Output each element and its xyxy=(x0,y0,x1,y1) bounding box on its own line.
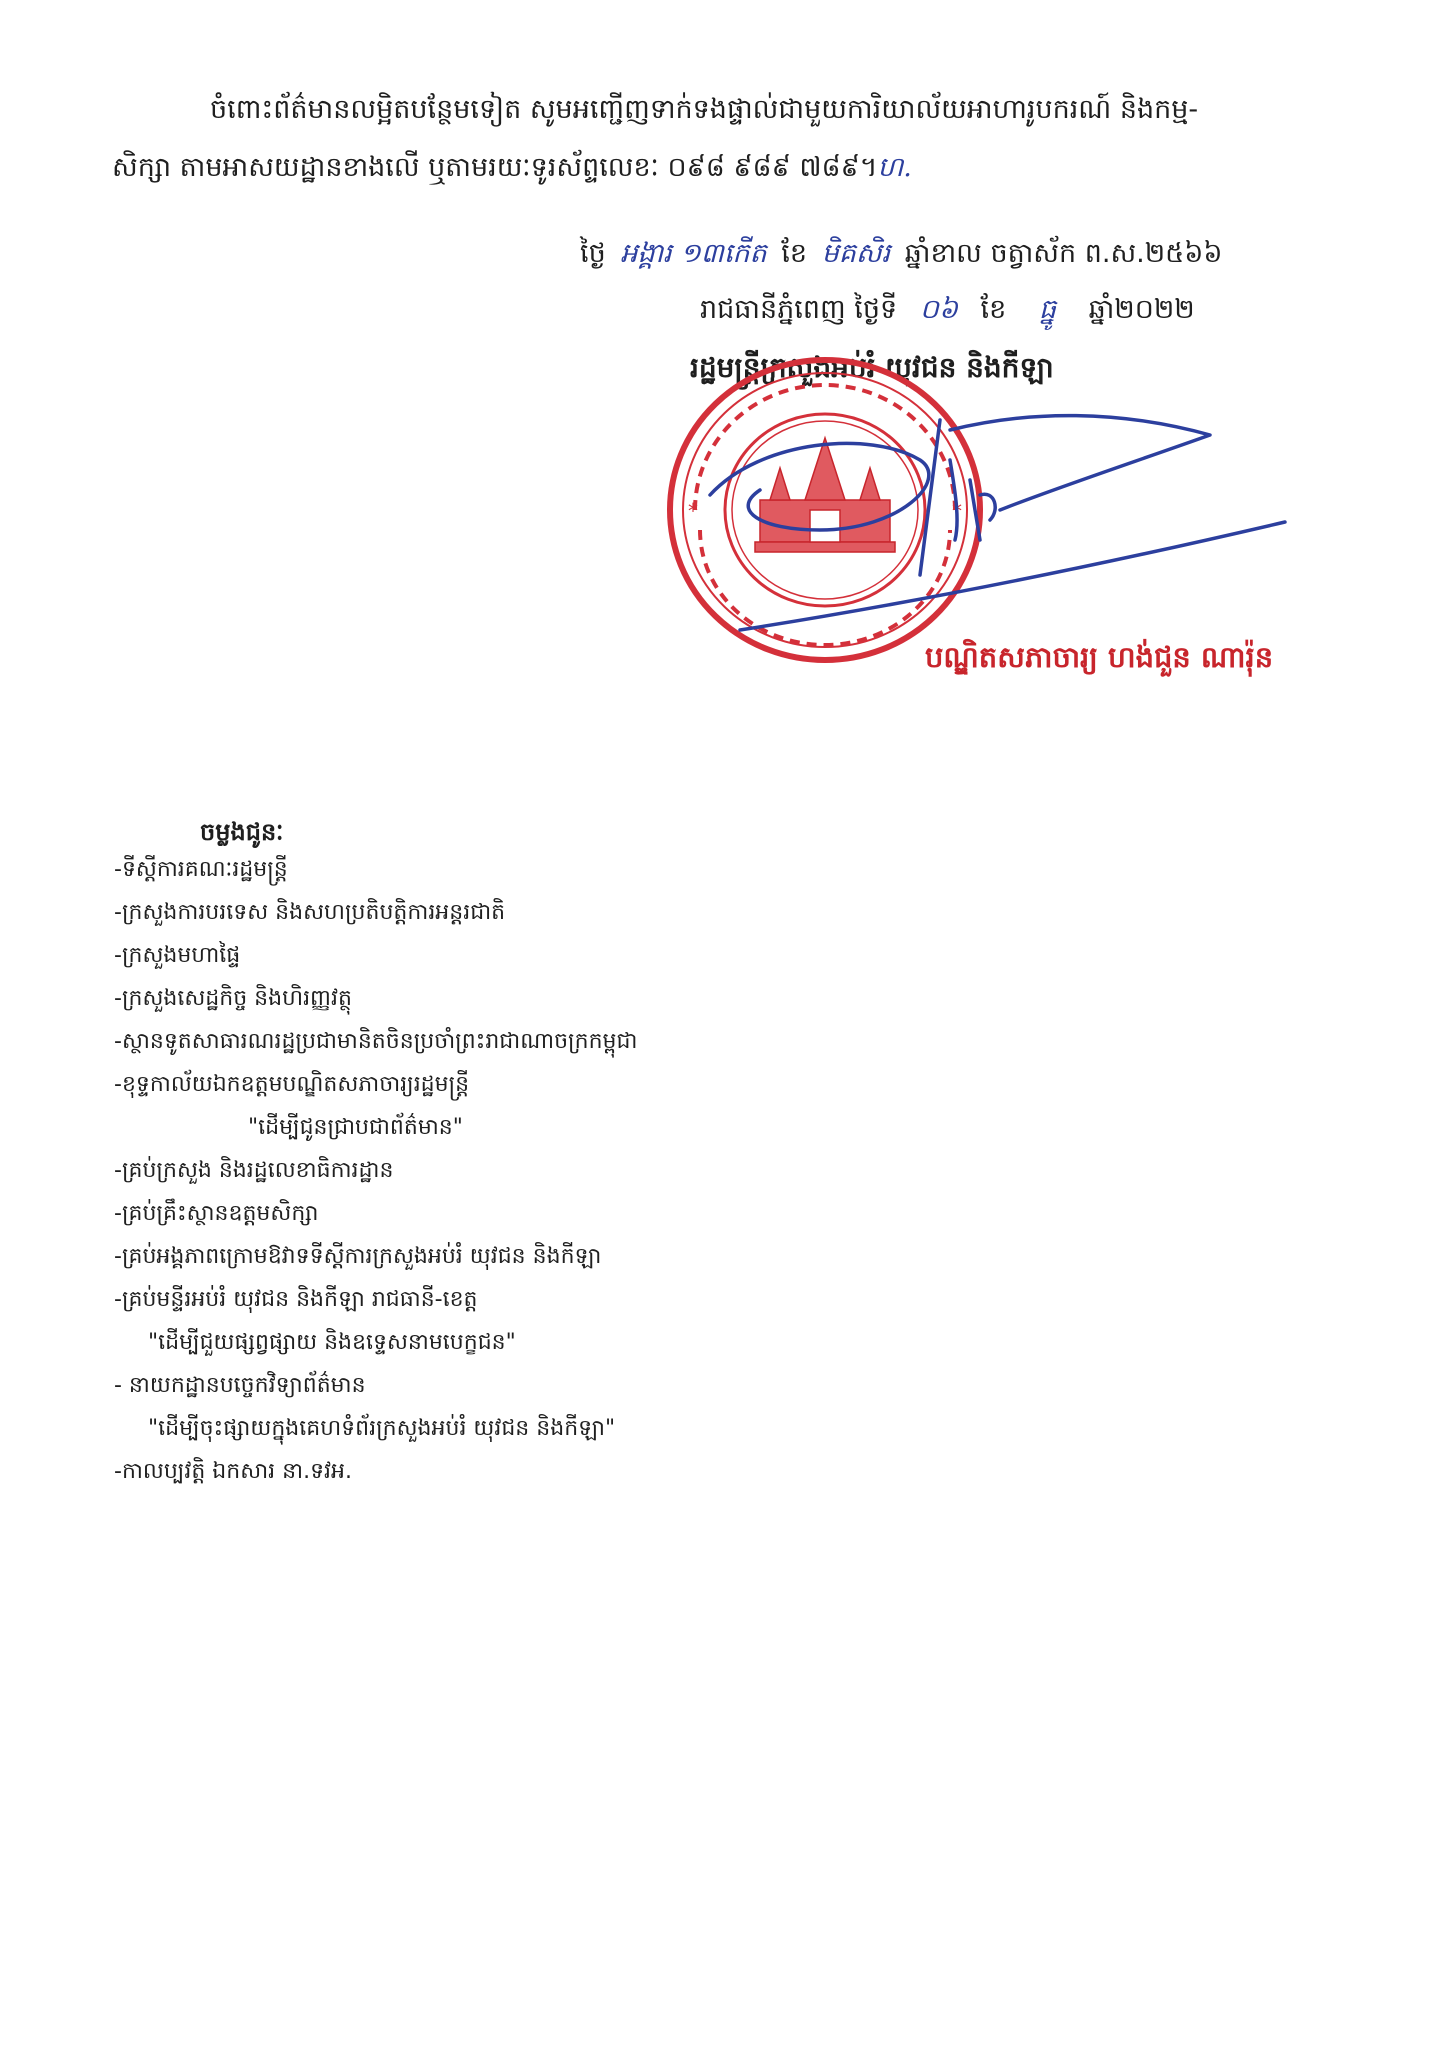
date-month-label: ខែ xyxy=(980,294,1007,325)
cc-item: -គ្រប់មន្ទីរអប់រំ យុវជន និងកីឡា រាជធានី-ខេត្ត xyxy=(114,1287,478,1312)
cc-item-note: "ដើម្បីជូនជ្រាបជាព័ត៌មាន" xyxy=(248,1115,463,1140)
cc-header: ចម្លងជូនៈ xyxy=(200,818,284,846)
cc-item: -ក្រសួងមហាផ្ទៃ xyxy=(114,943,241,968)
lunar-month-label: ខែ xyxy=(781,238,807,269)
cc-item-note: "ដើម្បីជួយផ្សព្វផ្សាយ និងឧទ្ទេសនាមបេក្ខជន" xyxy=(148,1330,516,1355)
date-month-handwritten: ធ្នូ xyxy=(1038,294,1056,325)
signer-name: បណ្ឌិតសភាចារ្យ ហង់ជួន ណារ៉ុន xyxy=(925,640,1274,674)
cc-item: - នាយកដ្ឋានបច្ចេកវិទ្យាព័ត៌មាន xyxy=(114,1373,366,1398)
cc-item: -ទីស្តីការគណៈរដ្ឋមន្ត្រី xyxy=(114,857,288,882)
lunar-month-handwritten: មិគសិរ xyxy=(821,238,891,269)
cc-item: -ក្រសួងសេដ្ឋកិច្ច និងហិរញ្ញវត្ថុ xyxy=(114,986,352,1011)
body-paragraph-text: សិក្សា តាមអាសយដ្ឋានខាងលើ ឬតាមរយៈទូរស័ព្ទលេខៈ ០៩៨ ៩៨៩ ៧៨៩។ xyxy=(112,152,878,183)
date-prefix: រាជធានីភ្នំពេញ ថ្ងៃទី xyxy=(700,294,898,325)
lunar-year: ឆ្នាំខាល ចត្វាស័ក ព.ស.២៥៦៦ xyxy=(904,238,1223,269)
handwritten-signature xyxy=(700,400,1300,640)
lunar-day-label: ថ្ងៃ xyxy=(580,238,606,269)
date-year: ឆ្នាំ២០២២ xyxy=(1088,294,1195,325)
solar-date-line xyxy=(700,292,1195,328)
body-paragraph-line-2 xyxy=(112,150,912,186)
handwritten-initial: ហ. xyxy=(877,152,912,183)
cc-item: -គ្រប់គ្រឹះស្ថានឧត្តមសិក្សា xyxy=(114,1201,319,1226)
body-paragraph-line-1: ចំពោះព័ត៌មានលម្អិតបន្ថែមទៀត សូមអញ្ជើញទាក់ទងផ្ទាល់ជាមួយការិយាល័យអាហារូបករណ៍ និងកម្ម- xyxy=(210,94,1199,125)
minister-title: រដ្ឋមន្ត្រីក្រសួងអប់រំ យុវជន និងកីឡា xyxy=(690,351,1054,384)
lunar-date-line xyxy=(580,236,1223,272)
cc-item: -គ្រប់ក្រសួង និងរដ្ឋលេខាធិការដ្ឋាន xyxy=(114,1158,394,1183)
cc-item: -ខុទ្ទកាល័យឯកឧត្តមបណ្ឌិតសភាចារ្យរដ្ឋមន្ត្រី xyxy=(114,1072,470,1097)
date-day-handwritten: ០៦ xyxy=(919,294,958,325)
cc-item-note: "ដើម្បីចុះផ្សាយក្នុងគេហទំព័រក្រសួងអប់រំ យុវជន និងកីឡា" xyxy=(148,1416,616,1441)
cc-item: -ក្រសួងការបរទេស និងសហប្រតិបត្តិការអន្តរជាតិ xyxy=(114,900,506,925)
cc-item: -កាលប្បវត្តិ ឯកសារ នា.ទវអ. xyxy=(114,1459,352,1484)
svg-text:*: * xyxy=(688,499,698,523)
lunar-day-handwritten: អង្គារ ១៣កើត xyxy=(620,238,767,269)
cc-item: -គ្រប់អង្គភាពក្រោមឱវាទទីស្តីការក្រសួងអប់រំ យុវជន និងកីឡា xyxy=(114,1244,602,1269)
cc-item: -ស្ថានទូតសាធារណរដ្ឋប្រជាមានិតចិនប្រចាំព្រះរាជាណាចក្រកម្ពុជា xyxy=(114,1029,638,1054)
svg-text:*: * xyxy=(952,499,962,523)
